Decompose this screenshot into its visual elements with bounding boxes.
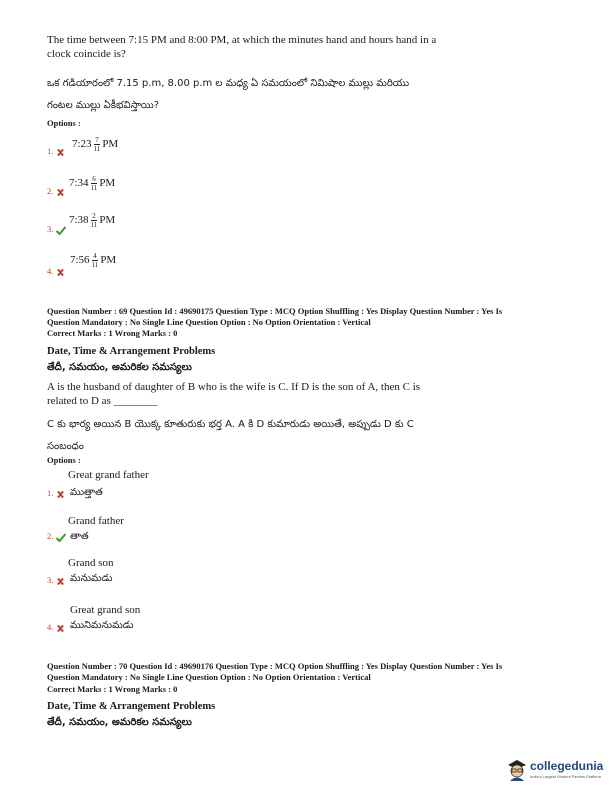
fraction-numerator: 6 xyxy=(92,175,96,183)
q69-marks: Correct Marks : 1 Wrong Marks : 0 xyxy=(47,328,178,338)
q69-text-en-2: related to D as ________ xyxy=(47,395,158,407)
q69-section-te: తేదీ, సమయం, అమరికల సమస్యలు xyxy=(47,362,192,373)
collegedunia-logo xyxy=(506,755,602,785)
q69-option-4-text-te[interactable]: మునిమనుమడు xyxy=(70,620,134,631)
option-number: 3. xyxy=(47,224,54,234)
q69-section-en: Date, Time & Arrangement Problems xyxy=(47,346,216,357)
logo-name: collegedunia xyxy=(530,759,604,773)
q69-option-4-marker xyxy=(47,622,64,632)
option-number: 1. xyxy=(47,146,54,156)
q68-option-2-wrong-cross-icon xyxy=(57,189,64,196)
option-number: 4. xyxy=(47,622,54,632)
option-whole: 7:56 xyxy=(70,254,90,267)
q69-option-1-wrong-cross-icon xyxy=(57,491,64,498)
option-whole: 7:23 xyxy=(72,138,92,151)
q68-options-label: Options : xyxy=(47,118,81,128)
option-number: 2. xyxy=(47,186,54,196)
q70-section-en: Date, Time & Arrangement Problems xyxy=(47,701,216,712)
q69-text-te-2: సంబంధం xyxy=(47,441,84,452)
q69-option-3-wrong-cross-icon xyxy=(57,578,64,585)
q68-option-1-marker xyxy=(47,146,64,156)
q69-option-2-marker xyxy=(47,531,66,542)
q70-meta-1: Question Number : 70 Question Id : 49690176 Question Type : MCQ Option Shuffling : Yes Display Question Number : Yes Is xyxy=(47,661,503,671)
q69-option-2-text-te[interactable]: తాత xyxy=(70,531,89,542)
q69-option-1-text-en[interactable]: Great grand father xyxy=(68,469,149,481)
q69-option-3-text-en[interactable]: Grand son xyxy=(68,557,114,569)
q69-option-4-wrong-cross-icon xyxy=(57,625,64,632)
q70-section-te: తేదీ, సమయం, అమరికల సమస్యలు xyxy=(47,717,192,728)
q70-marks: Correct Marks : 1 Wrong Marks : 0 xyxy=(47,684,178,694)
q69-option-4-text-en[interactable]: Great grand son xyxy=(70,604,141,616)
option-fraction xyxy=(91,212,98,229)
option-suffix: PM xyxy=(100,254,117,267)
q69-option-1-text-te[interactable]: ముత్తాత xyxy=(70,487,103,498)
option-fraction xyxy=(94,136,101,153)
q68-option-2-value[interactable] xyxy=(69,175,115,192)
option-number: 3. xyxy=(47,575,54,585)
q69-option-2-text-en[interactable]: Grand father xyxy=(68,515,124,527)
q69-meta-1: Question Number : 69 Question Id : 49690175 Question Type : MCQ Option Shuffling : Yes Display Question Number : Yes Is xyxy=(47,306,503,316)
option-fraction xyxy=(91,175,98,192)
option-suffix: PM xyxy=(99,214,116,227)
q69-option-1-marker xyxy=(47,488,64,498)
q68-option-4-value[interactable] xyxy=(70,252,116,269)
q68-option-1-value[interactable] xyxy=(72,136,118,153)
option-whole: 7:38 xyxy=(69,214,89,227)
fraction-numerator: 7 xyxy=(95,136,99,144)
fraction-denominator: 11 xyxy=(90,184,98,192)
q68-option-1-wrong-cross-icon xyxy=(57,149,64,156)
q68-option-2-marker xyxy=(47,186,64,196)
option-suffix: PM xyxy=(99,177,116,190)
q68-text-te-1: ఒక గడియారంలో 7.15 p.m, 8.00 p.m ల మధ్య ఏ సమయంలో నిమిషాల ముల్లు మరియు xyxy=(47,78,410,89)
logo-tagline: India's Largest Student Review Platform xyxy=(530,774,602,779)
q69-options-label: Options : xyxy=(47,455,81,465)
q69-option-2-correct-check-icon xyxy=(56,533,66,542)
q68-text-te-2: గంటల ముల్లు ఏకీభవిస్తాయి? xyxy=(47,100,160,111)
q69-option-3-text-te[interactable]: మనుమడు xyxy=(70,573,113,584)
option-number: 2. xyxy=(47,531,54,541)
option-number: 4. xyxy=(47,266,54,276)
q68-text-en-1: The time between 7:15 PM and 8:00 PM, at which the minutes hand and hours hand in a xyxy=(47,34,437,46)
fraction-numerator: 2 xyxy=(92,212,96,220)
q68-option-4-marker xyxy=(47,266,64,276)
fraction-numerator: 4 xyxy=(93,252,97,260)
option-whole: 7:34 xyxy=(69,177,89,190)
option-suffix: PM xyxy=(102,138,119,151)
fraction-denominator: 11 xyxy=(93,145,101,153)
q69-text-te-1: C కు భార్య అయిన B యొక్క కూతురుకు భర్త A. A కి D కుమారుడు అయితే, అప్పుడు D కు C xyxy=(47,419,414,430)
fraction-denominator: 11 xyxy=(90,221,98,229)
option-fraction xyxy=(92,252,99,269)
student-mascot-icon xyxy=(506,757,528,781)
q68-text-en-2: clock coincide is? xyxy=(47,48,126,60)
q68-option-3-marker xyxy=(47,224,66,235)
q68-option-4-wrong-cross-icon xyxy=(57,269,64,276)
option-number: 1. xyxy=(47,488,54,498)
q68-option-3-value[interactable] xyxy=(69,212,115,229)
q69-text-en-1: A is the husband of daughter of B who is the wife is C. If D is the son of A, then C is xyxy=(47,381,421,393)
q69-meta-2: Question Mandatory : No Single Line Question Option : No Option Orientation : Vertical xyxy=(47,317,371,327)
q68-option-3-correct-check-icon xyxy=(56,226,66,235)
q69-option-3-marker xyxy=(47,575,64,585)
fraction-denominator: 11 xyxy=(91,261,99,269)
q70-meta-2: Question Mandatory : No Single Line Question Option : No Option Orientation : Vertical xyxy=(47,672,371,682)
